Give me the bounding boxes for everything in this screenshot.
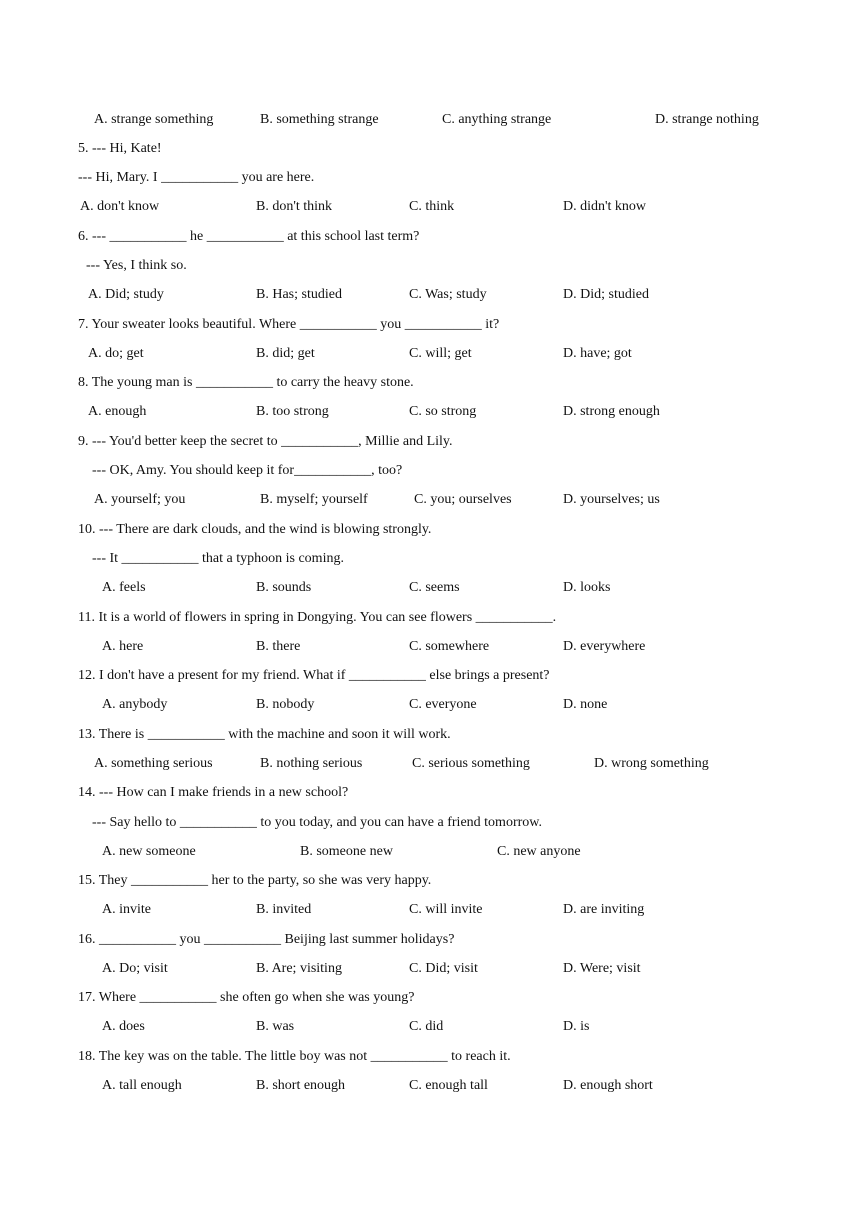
option-d: D. yourselves; us (563, 492, 660, 507)
option-a: A. Did; study (88, 287, 164, 302)
question-stem: 6. --- ___________ he ___________ at this school last term? (78, 229, 420, 244)
q4-option-c: C. anything strange (442, 112, 552, 127)
question-stem: 8. The young man is ___________ to carry the heavy stone. (78, 375, 414, 390)
question-stem: 9. --- You'd better keep the secret to ___________, Millie and Lily. (78, 434, 453, 449)
option-b: B. someone new (300, 844, 393, 859)
option-d: D. looks (563, 580, 611, 595)
question-stem: 18. The key was on the table. The little boy was not ___________ to reach it. (78, 1049, 511, 1064)
option-a: A. do; get (88, 346, 144, 361)
question-line: --- It ___________ that a typhoon is coming. (92, 551, 344, 566)
option-c: C. will; get (409, 346, 472, 361)
option-a: A. does (102, 1019, 145, 1034)
question-stem: 17. Where ___________ she often go when she was young? (78, 990, 415, 1005)
option-b: B. myself; yourself (260, 492, 368, 507)
question-stem: 16. ___________ you ___________ Beijing last summer holidays? (78, 932, 455, 947)
option-a: A. something serious (94, 756, 213, 771)
question-line: --- Hi, Mary. I ___________ you are here. (78, 170, 315, 185)
option-c: C. new anyone (497, 844, 581, 859)
option-c: C. will invite (409, 902, 483, 917)
option-d: D. have; got (563, 346, 632, 361)
option-b: B. Has; studied (256, 287, 342, 302)
question-stem: 5. --- Hi, Kate! (78, 141, 162, 156)
option-a: A. tall enough (102, 1078, 182, 1093)
option-c: C. did (409, 1019, 444, 1034)
option-a: A. invite (102, 902, 151, 917)
question-stem: 11. It is a world of flowers in spring in Dongying. You can see flowers ___________. (78, 610, 557, 625)
option-b: B. sounds (256, 580, 312, 595)
option-a: A. Do; visit (102, 961, 168, 976)
option-c: C. somewhere (409, 639, 490, 654)
option-d: D. strong enough (563, 404, 660, 419)
option-b: B. Are; visiting (256, 961, 342, 976)
option-b: B. don't think (256, 199, 333, 214)
option-b: B. was (256, 1019, 295, 1034)
option-d: D. enough short (563, 1078, 653, 1093)
q4-option-b: B. something strange (260, 112, 379, 127)
option-b: B. too strong (256, 404, 329, 419)
option-c: C. seems (409, 580, 460, 595)
q4-option-a: A. strange something (94, 112, 214, 127)
option-d: D. everywhere (563, 639, 646, 654)
question-stem: 15. They ___________ her to the party, so she was very happy. (78, 873, 432, 888)
option-c: C. think (409, 199, 455, 214)
question-line: --- Yes, I think so. (86, 258, 187, 273)
option-a: A. here (102, 639, 144, 654)
option-b: B. did; get (256, 346, 315, 361)
option-d: D. Did; studied (563, 287, 649, 302)
option-c: C. serious something (412, 756, 530, 771)
option-a: A. feels (102, 580, 146, 595)
option-a: A. yourself; you (94, 492, 186, 507)
option-a: A. enough (88, 404, 147, 419)
question-line: --- OK, Amy. You should keep it for___________, too? (92, 463, 403, 478)
option-d: D. none (563, 697, 608, 712)
option-d: D. Were; visit (563, 961, 641, 976)
q4-option-d: D. strange nothing (655, 112, 759, 127)
option-c: C. you; ourselves (414, 492, 512, 507)
question-stem: 10. --- There are dark clouds, and the wind is blowing strongly. (78, 522, 432, 537)
question-line: --- Say hello to ___________ to you today, and you can have a friend tomorrow. (92, 815, 542, 830)
question-stem: 14. --- How can I make friends in a new school? (78, 785, 349, 800)
option-b: B. there (256, 639, 301, 654)
option-a: A. don't know (80, 199, 160, 214)
option-d: D. wrong something (594, 756, 709, 771)
option-c: C. so strong (409, 404, 477, 419)
option-b: B. short enough (256, 1078, 346, 1093)
question-stem: 13. There is ___________ with the machine and soon it will work. (78, 727, 451, 742)
option-c: C. everyone (409, 697, 477, 712)
option-b: B. invited (256, 902, 312, 917)
question-stem: 12. I don't have a present for my friend. What if ___________ else brings a present? (78, 668, 550, 683)
option-d: D. didn't know (563, 199, 647, 214)
option-c: C. enough tall (409, 1078, 488, 1093)
option-a: A. anybody (102, 697, 168, 712)
option-b: B. nothing serious (260, 756, 363, 771)
option-b: B. nobody (256, 697, 315, 712)
question-stem: 7. Your sweater looks beautiful. Where ___________ you ___________ it? (78, 317, 500, 332)
option-a: A. new someone (102, 844, 196, 859)
option-c: C. Did; visit (409, 961, 478, 976)
option-d: D. is (563, 1019, 590, 1034)
option-d: D. are inviting (563, 902, 645, 917)
option-c: C. Was; study (409, 287, 487, 302)
